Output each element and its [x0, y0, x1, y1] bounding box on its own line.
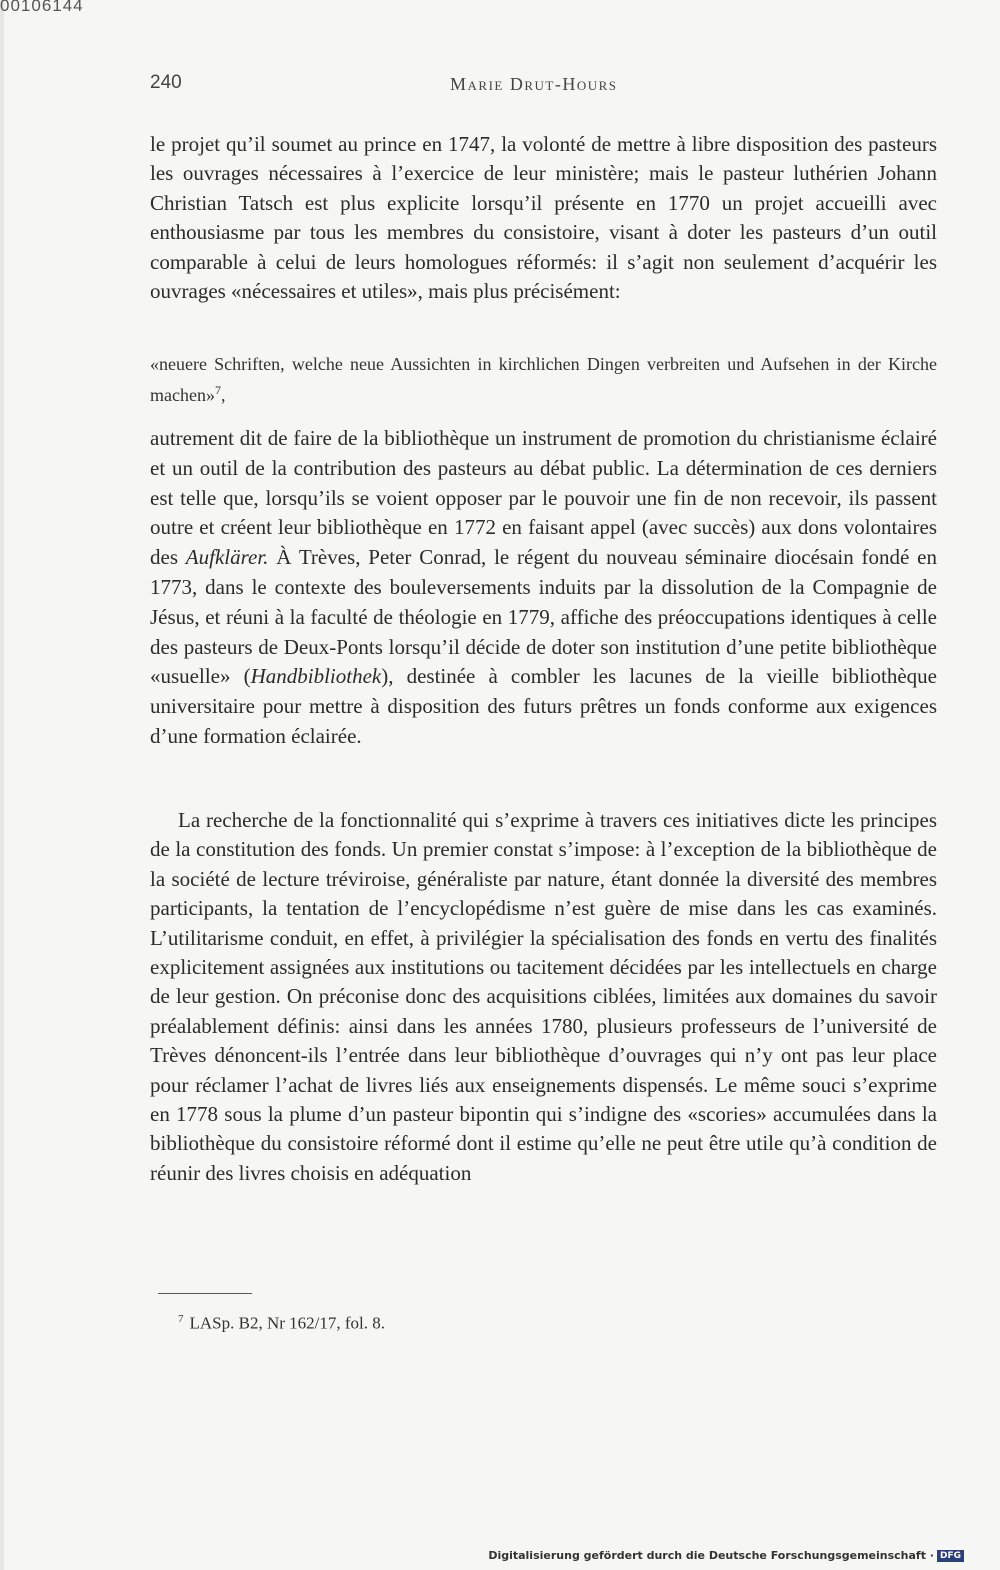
credit-text: Digitalisierung gefördert durch die Deutsche Forschungsgemeinschaft · [488, 1549, 934, 1562]
digitization-credit [488, 1549, 964, 1562]
paragraph-1 [150, 130, 937, 306]
footnote-number: 7 [178, 1313, 184, 1325]
paragraph-2-part-a: autrement dit de faire de la bibliothèque un instrument de promotion du christianisme éclairé et un outil de la contribution des pasteurs au débat public. La détermination de ces derniers est telle que, lorsqu’ils se voient opposer par le pouvoir une fin de non recevoir, ils passent outre et créent leur bibliothèque en 1772 en faisant appel (avec succès) aux dons volontaires des [150, 426, 937, 570]
scan-edge [0, 0, 4, 1570]
paragraph-2-italic-2: Handbibliothek [250, 664, 382, 689]
footnote-divider [158, 1293, 252, 1294]
paragraph-2 [150, 424, 937, 752]
footnote-7 [178, 1313, 385, 1334]
quote-tail: , [220, 384, 226, 405]
quote-text: «neuere Schriften, welche neue Aussichten in kirchlichen Dingen verbreiten und Aufsehen in der Kirche machen» [150, 354, 937, 405]
dfg-logo: DFG [937, 1550, 964, 1562]
paragraph-3: La recherche de la fonctionnalité qui s’exprime à travers ces initiatives dicte les principes de la constitution des fonds. Un premier constat s’impose: à l’exception de la bibliothèque de la société de lecture tréviroise, généraliste par nature, étant donnée la diversité des membres participants, la tentation de l’encyclopédisme n’est guère de mise dans les cas examinés. L’utilitarisme conduit, en effet, à privilégier la spécialisation des fonds en vertu des finalités explicitement assignées aux institutions ou tacitement décidées par les intellectuels en charge de leur gestion. On préconise donc des acquisitions ciblées, limitées aux domaines du savoir préalablement définis: ainsi dans les années 1780, plusieurs professeurs de l’université de Trèves dénoncent-ils l’entrée dans leur bibliothèque d’ouvrages qui n’y ont pas leur place pour réclamer l’achat de livres liés aux enseignements dispensés. Le même souci s’exprime en 1778 sous la plume d’un pasteur bipontin qui s’indigne des «scories» accumulées dans la bibliothèque du consistoire réformé dont il estime qu’elle ne peut être utile qu’à condition de réunir des livres choisis en adéquation [150, 808, 937, 1185]
paragraph-2-italic-1: Aufklärer. [185, 545, 269, 570]
footnote-text: LASp. B2, Nr 162/17, fol. 8. [189, 1313, 385, 1333]
scan-id: 00106144 [0, 0, 84, 15]
paragraph-1-text: le projet qu’il soumet au prince en 1747, la volonté de mettre à libre disposition des pasteurs les ouvrages nécessaires à l’exercice de leur ministère; mais le pasteur luthérien Johann Christian Tatsch est plus explicite lorsqu’il présente en 1770 un projet accueilli avec enthousiasme par tous les membres du consistoire, visant à doter les pasteurs d’un outil comparable à celui de leurs homologues réformés: il s’agit non seulement d’acquérir les ouvrages «nécessaires et utiles», mais plus précisément: [150, 132, 937, 304]
page-header [150, 72, 937, 102]
page-number: 240 [150, 72, 182, 93]
running-head: Marie Drut-Hours [450, 74, 618, 94]
footnote-ref[interactable]: 7 [214, 382, 221, 397]
paragraph-2-part-c: ), destinée à combler les lacunes de la vieille bibliothèque universitaire pour mettre à disposition des futurs prêtres un fonds conforme aux exigences d’une formation éclairée. [150, 664, 937, 748]
block-quote [150, 352, 937, 408]
paragraph-2-part-b: À Trèves, Peter Conrad, le régent du nouveau séminaire diocésain fondé en 1773, dans le contexte des bouleversements induits par la dissolution de la Compagnie de Jésus, et réuni à la faculté de théologie en 1779, affiche des préoccupations identiques à celle des pasteurs de Deux-Ponts lorsqu’il décide de doter son institution d’une petite bibliothèque «usuelle» ( [150, 545, 937, 689]
